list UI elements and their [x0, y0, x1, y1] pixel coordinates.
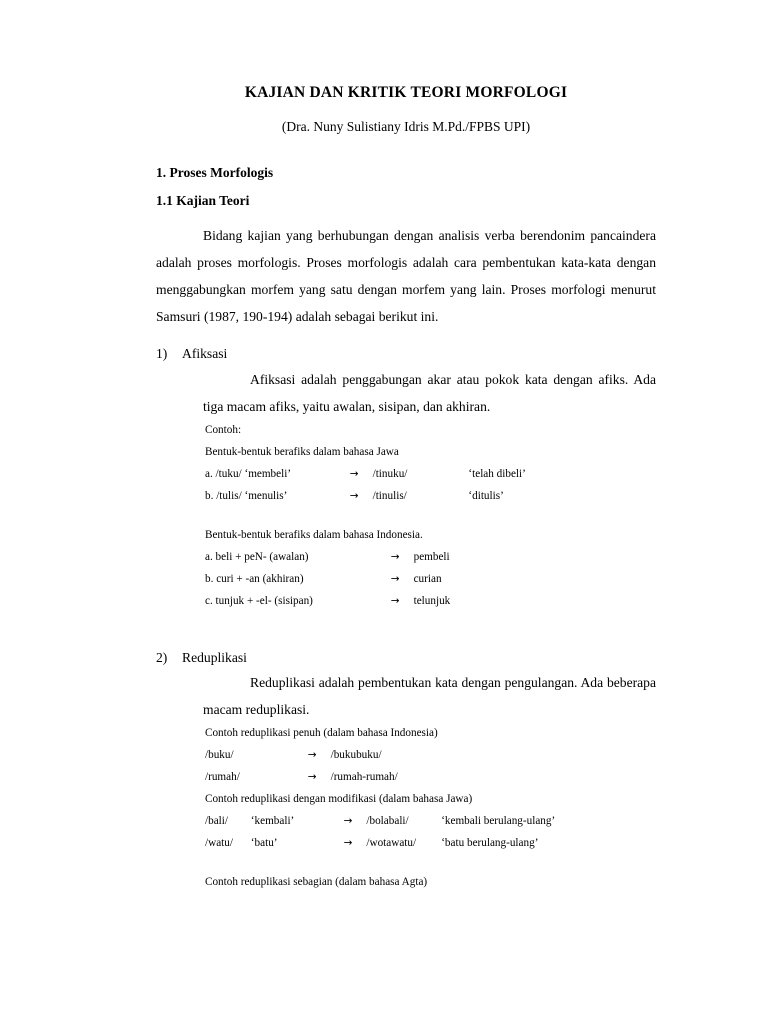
afiksasi-paragraph: Afiksasi adalah penggabungan akar atau pokok kata dengan afiks. Ada tiga macam afiks, yaitu awalan, sisipan, dan akhiran.	[203, 372, 656, 414]
arrow-icon: →	[343, 837, 353, 850]
section-1-paragraph: Bidang kajian yang berhubungan dengan analisis verba berendonim pancaindera adalah proses morfologis. Proses morfologis adalah cara pembentukan kata-kata dengan menggabungkan morfem yang satu dengan morfem yang lain. Proses morfologi menurut Samsuri (1987, 190-194) adalah sebagai berikut ini.	[156, 227, 656, 325]
example-gloss: ‘ditulis’	[468, 489, 504, 502]
arrow-icon: →	[307, 771, 317, 784]
example-caption-indonesia: Bentuk-bentuk berafiks dalam bahasa Indonesia.	[205, 528, 423, 541]
example-result: /bukubuku/	[330, 749, 382, 762]
arrow-icon: →	[390, 550, 400, 563]
example-base: /bali/	[205, 815, 228, 828]
list-item-2-body	[203, 670, 656, 723]
section-heading-1: 1. Proses Morfologis	[156, 164, 274, 180]
page-content	[156, 84, 656, 894]
contoh-label: Contoh:	[205, 424, 242, 437]
example-base: b. curi + -an (akhiran)	[205, 572, 304, 585]
example-row	[205, 591, 656, 613]
block-spacer	[205, 855, 656, 872]
example-result: /wotawatu/	[366, 837, 417, 850]
example-gloss: ‘batu berulang-ulang’	[441, 837, 539, 850]
list-item	[156, 647, 656, 894]
list-item-2-label: Reduplikasi	[182, 649, 247, 665]
example-gloss: ‘telah dibeli’	[468, 467, 526, 480]
block-spacer	[205, 508, 656, 525]
example-base-gloss: ‘kembali’	[250, 815, 295, 828]
list-item-2-heading	[156, 647, 656, 669]
example-result: curian	[413, 572, 442, 585]
example-row	[205, 767, 656, 789]
example-base: a. beli + peN- (awalan)	[205, 550, 309, 563]
arrow-icon: →	[307, 749, 317, 762]
arrow-icon: →	[390, 594, 400, 607]
list-item	[156, 343, 656, 612]
example-caption-jawa: Bentuk-bentuk berafiks dalam bahasa Jawa	[205, 445, 399, 458]
example-row	[205, 569, 656, 591]
example-row	[205, 745, 656, 767]
example-base: /buku/	[205, 749, 234, 762]
arrow-icon: →	[390, 572, 400, 585]
example-caption-sebagian: Contoh reduplikasi sebagian (dalam bahasa Agta)	[205, 876, 428, 889]
list-item-1-label: Afiksasi	[182, 346, 228, 362]
example-result: /rumah-rumah/	[330, 771, 398, 784]
section-heading-1-1: 1.1 Kajian Teori	[156, 192, 250, 208]
example-block-jawa	[205, 420, 656, 613]
example-row	[205, 833, 656, 855]
reduplikasi-paragraph: Reduplikasi adalah pembentukan kata dengan pengulangan. Ada beberapa macam reduplikasi.	[203, 675, 656, 717]
example-gloss: ‘kembali berulang-ulang’	[441, 815, 556, 828]
example-block-reduplikasi	[205, 723, 656, 894]
example-result: /bolabali/	[366, 815, 409, 828]
example-row	[205, 464, 656, 486]
example-result: /tinuku/	[372, 467, 408, 480]
list-marker: 2)	[156, 649, 168, 665]
page-title: KAJIAN DAN KRITIK TEORI MORFOLOGI	[244, 84, 568, 101]
arrow-icon: →	[343, 815, 353, 828]
example-row	[205, 547, 656, 569]
author-byline: (Dra. Nuny Sulistiany Idris M.Pd./FPBS UPI)	[281, 118, 531, 134]
example-result: pembeli	[413, 550, 450, 563]
example-base: b. /tulis/ ‘menulis’	[205, 489, 288, 502]
arrow-icon: →	[349, 467, 359, 480]
example-result: telunjuk	[413, 594, 451, 607]
example-caption-penuh: Contoh reduplikasi penuh (dalam bahasa Indonesia)	[205, 727, 438, 740]
example-base: /watu/	[205, 837, 233, 850]
example-base-gloss: ‘batu’	[250, 837, 278, 850]
example-base: c. tunjuk + -el- (sisipan)	[205, 594, 313, 607]
example-base: a. /tuku/ ‘membeli’	[205, 467, 292, 480]
example-result: /tinulis/	[372, 489, 407, 502]
example-row	[205, 486, 656, 508]
example-caption-modifikasi: Contoh reduplikasi dengan modifikasi (dalam bahasa Jawa)	[205, 793, 473, 806]
example-row	[205, 811, 656, 833]
list-item-1-body	[203, 367, 656, 420]
example-base: /rumah/	[205, 771, 240, 784]
list-item-1-heading	[156, 343, 656, 365]
arrow-icon: →	[349, 489, 359, 502]
list-marker: 1)	[156, 346, 168, 362]
